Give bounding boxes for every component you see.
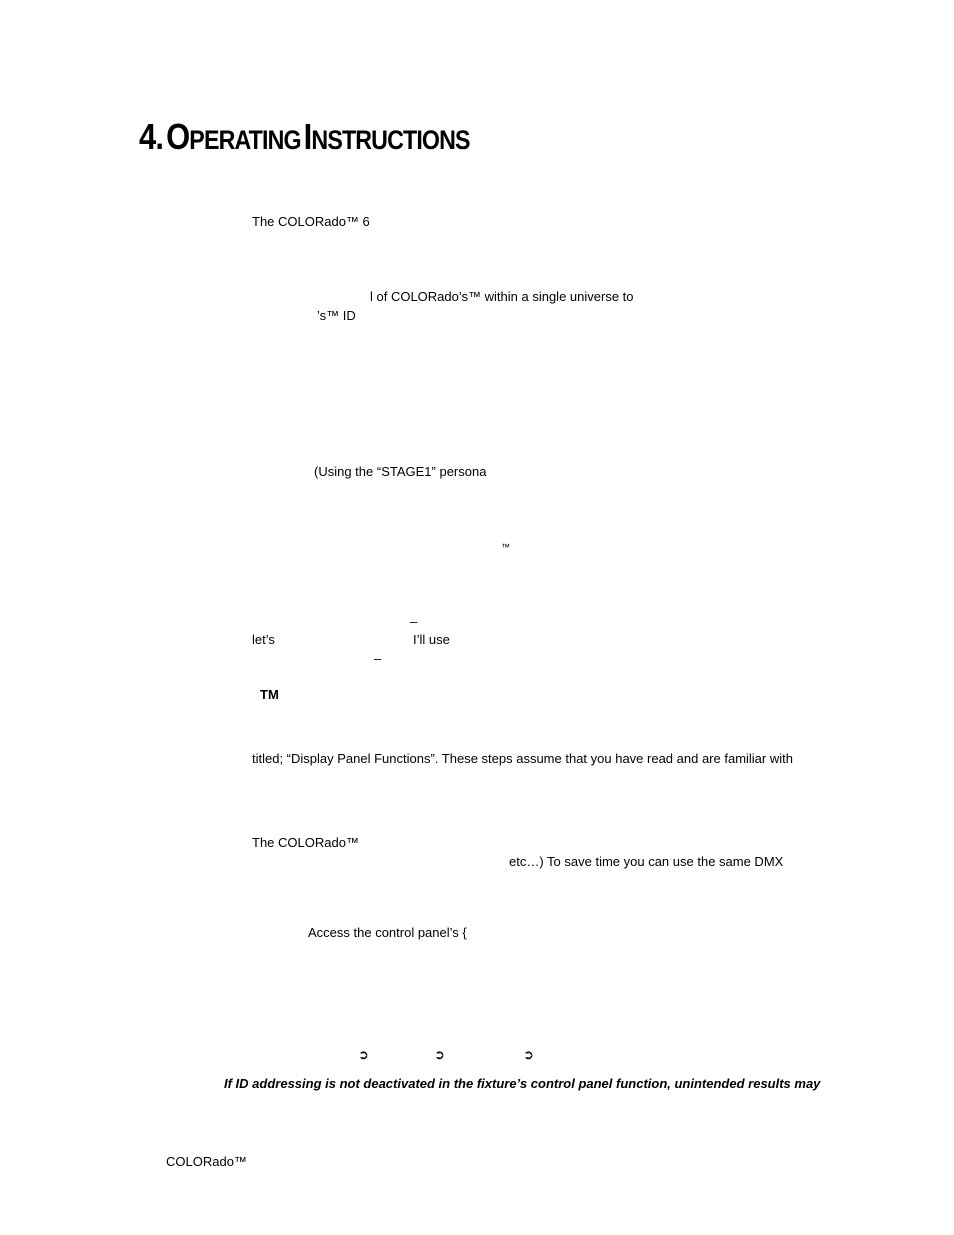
text-line-7b: I’ll use (413, 632, 450, 647)
text-line-3: ’s™ ID (317, 308, 356, 323)
text-line-8: – (374, 651, 382, 666)
text-line-6: – (410, 614, 418, 629)
text-line-2: l of COLORado’s™ within a single universe to (370, 289, 634, 304)
warning-note: If ID addressing is not deactivated in the fixture’s control panel function, unintended results may (224, 1076, 821, 1091)
text-line-7a: let’s (252, 632, 275, 647)
section-heading (139, 116, 470, 158)
text-line-10: titled; “Display Panel Functions”. These steps assume that you have read and are familiar with (252, 751, 793, 766)
footer-product-name: COLORado™ (166, 1154, 247, 1169)
text-line-11: The COLORado™ (252, 835, 359, 850)
section-number: 4. (139, 116, 164, 157)
text-line-1: The COLORado™ 6 (252, 214, 370, 229)
heading-rest-operating: PERATING (189, 125, 301, 155)
heading-rest-instructions: NSTRUCTIONS (311, 125, 470, 155)
text-line-13: Access the control panel’s { (308, 925, 467, 940)
text-line-5: ™ (501, 542, 510, 552)
arrow-icon: ➲ (523, 1047, 534, 1062)
text-line-12: etc…) To save time you can use the same DMX (509, 854, 784, 869)
text-line-4: (Using the “STAGE1” persona (314, 464, 487, 479)
text-line-9: TM (260, 687, 279, 702)
arrow-icon: ➲ (358, 1047, 369, 1062)
heading-initial-o: O (166, 116, 190, 157)
heading-initial-i: I (303, 116, 312, 157)
arrow-icon: ➲ (434, 1047, 445, 1062)
